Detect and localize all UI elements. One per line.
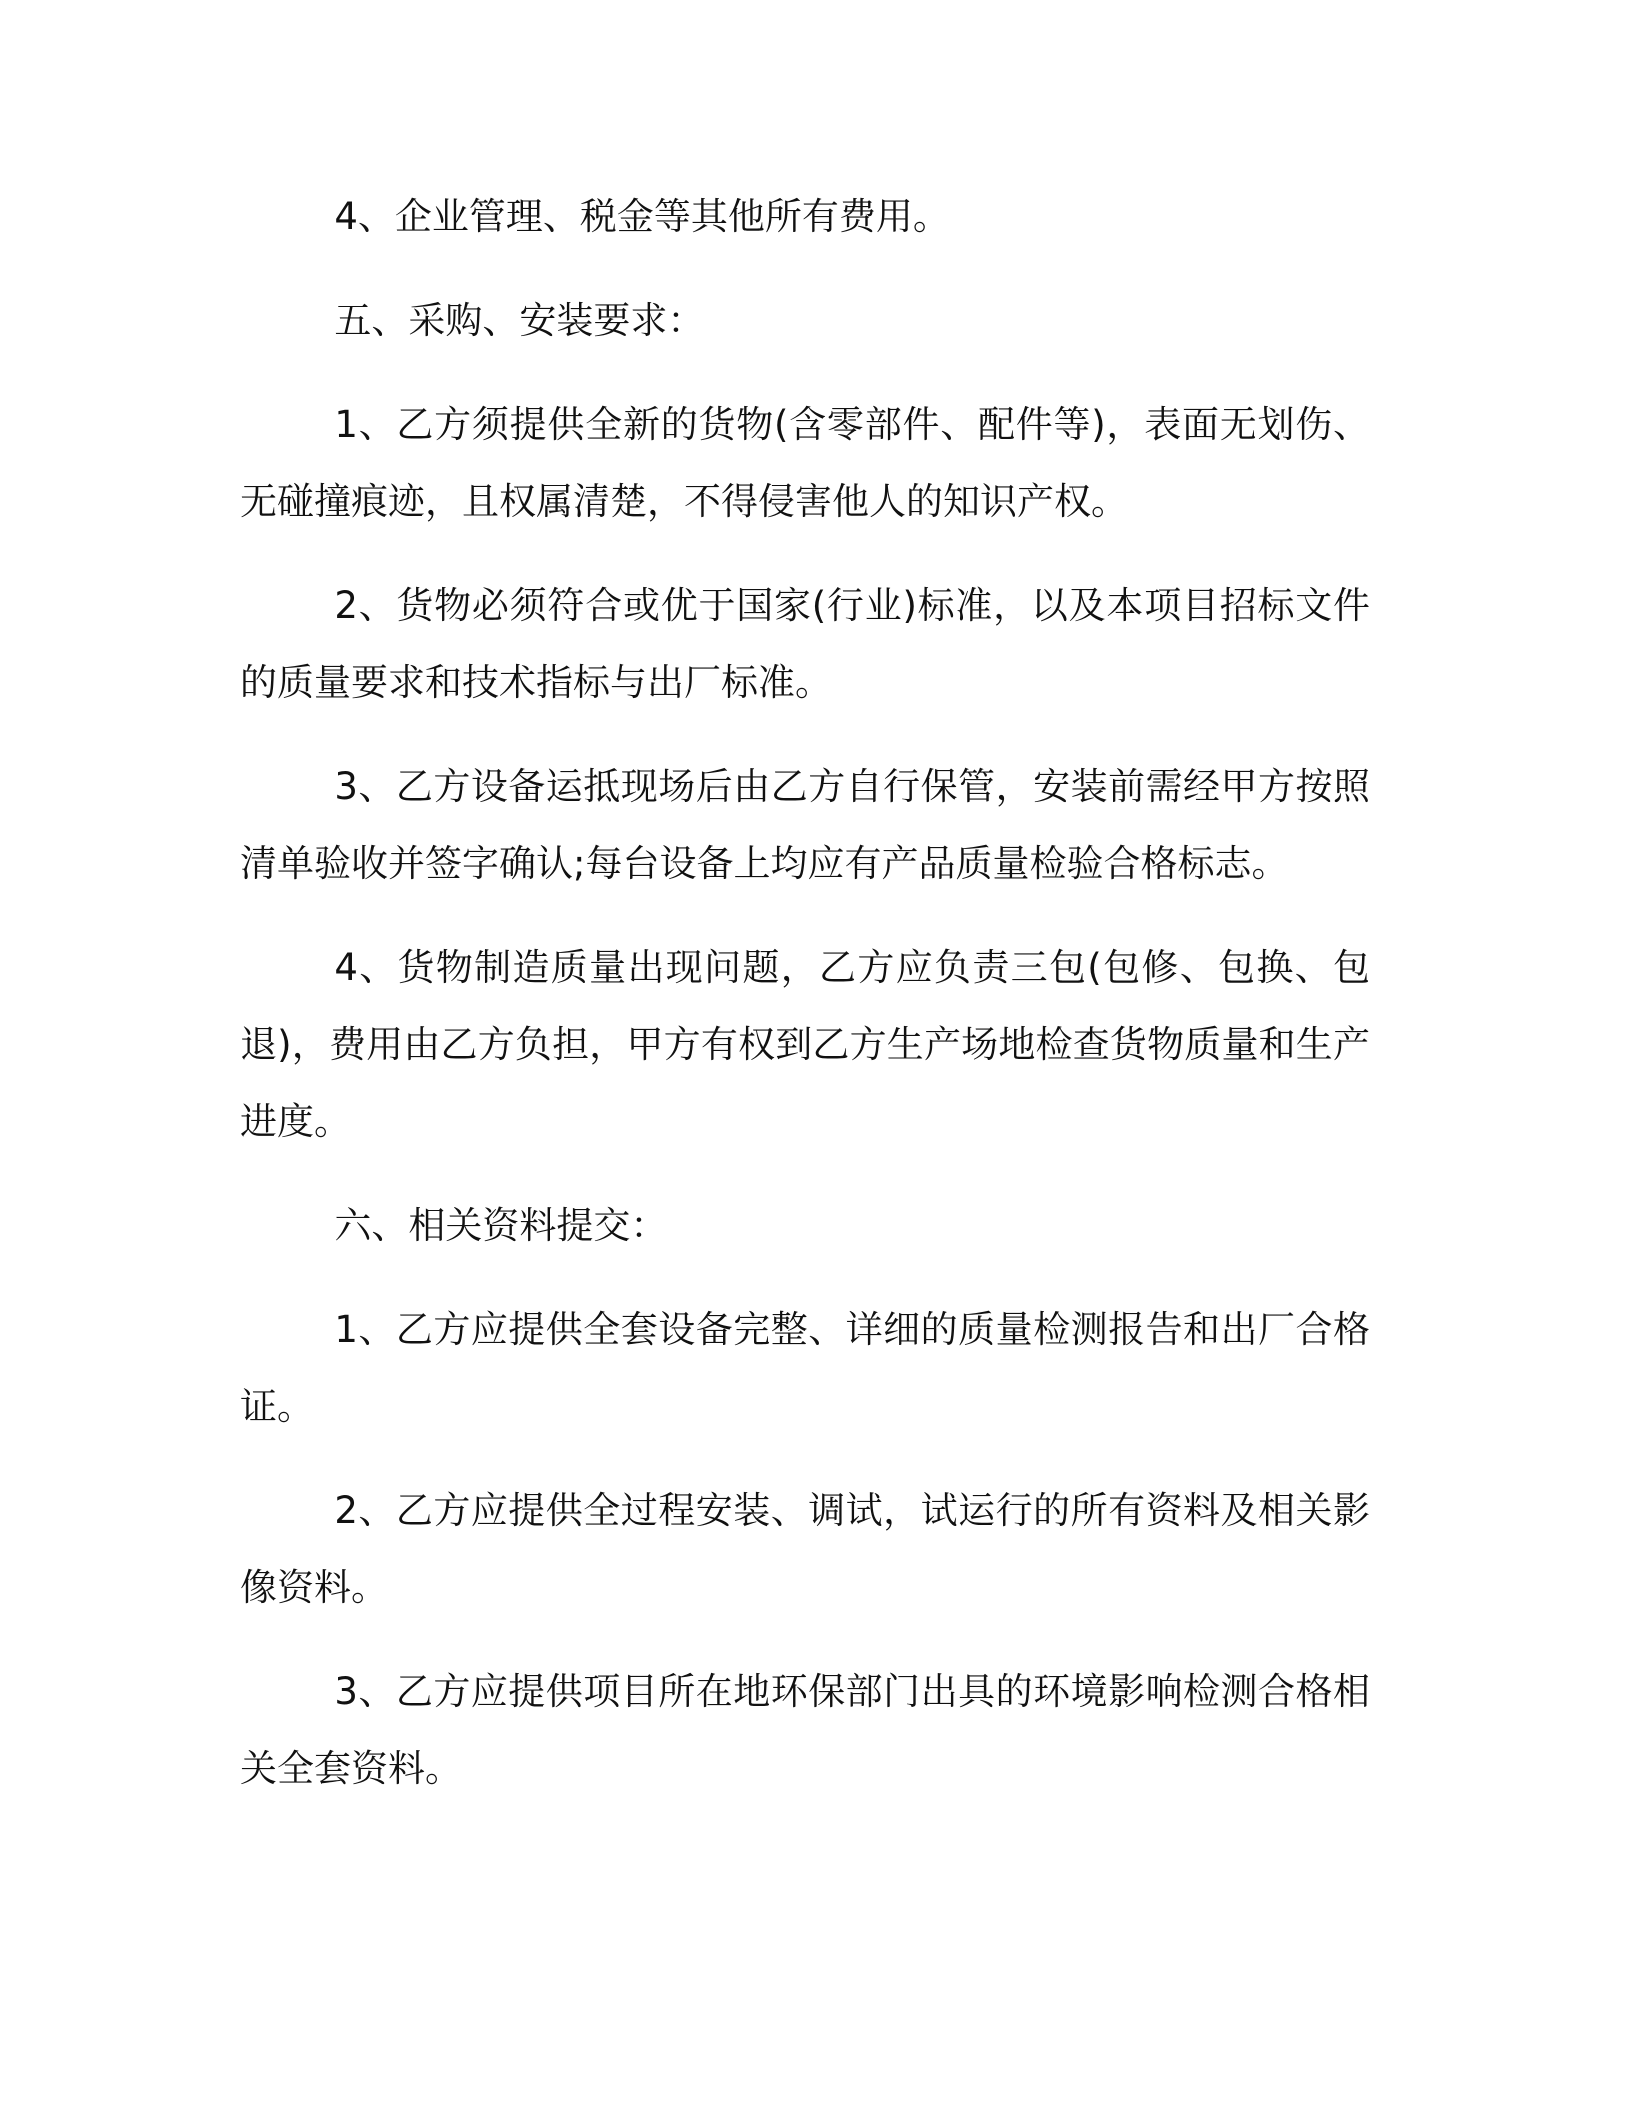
section-heading-procurement-installation: 五、采购、安装要求： — [334, 299, 705, 342]
document-body — [240, 178, 1370, 1834]
paragraph-documents-item-2: 2、乙方应提供全过程安装、调试，试运行的所有资料及相关影像资料。 — [240, 1489, 1370, 1609]
paragraph-cost-item-4: 4、企业管理、税金等其他所有费用。 — [334, 195, 950, 238]
paragraph-procurement-item-2: 2、货物必须符合或优于国家(行业)标准，以及本项目招标文件的质量要求和技术指标与出厂标准。 — [240, 584, 1370, 704]
paragraph-procurement-item-4: 4、货物制造质量出现问题，乙方应负责三包(包修、包换、包退)，费用由乙方负担，甲方有权到乙方生产场地检查货物质量和生产进度。 — [240, 946, 1370, 1143]
section-heading-documents-submission: 六、相关资料提交： — [334, 1204, 668, 1247]
paragraph-documents-item-1: 1、乙方应提供全套设备完整、详细的质量检测报告和出厂合格证。 — [240, 1308, 1370, 1428]
paragraph-procurement-item-1: 1、乙方须提供全新的货物(含零部件、配件等)，表面无划伤、无碰撞痕迹，且权属清楚，不得侵害他人的知识产权。 — [240, 403, 1370, 523]
paragraph-documents-item-3: 3、乙方应提供项目所在地环保部门出具的环境影响检测合格相关全套资料。 — [240, 1670, 1370, 1790]
paragraph-procurement-item-3: 3、乙方设备运抵现场后由乙方自行保管，安装前需经甲方按照清单验收并签字确认;每台设备上均应有产品质量检验合格标志。 — [240, 765, 1370, 885]
